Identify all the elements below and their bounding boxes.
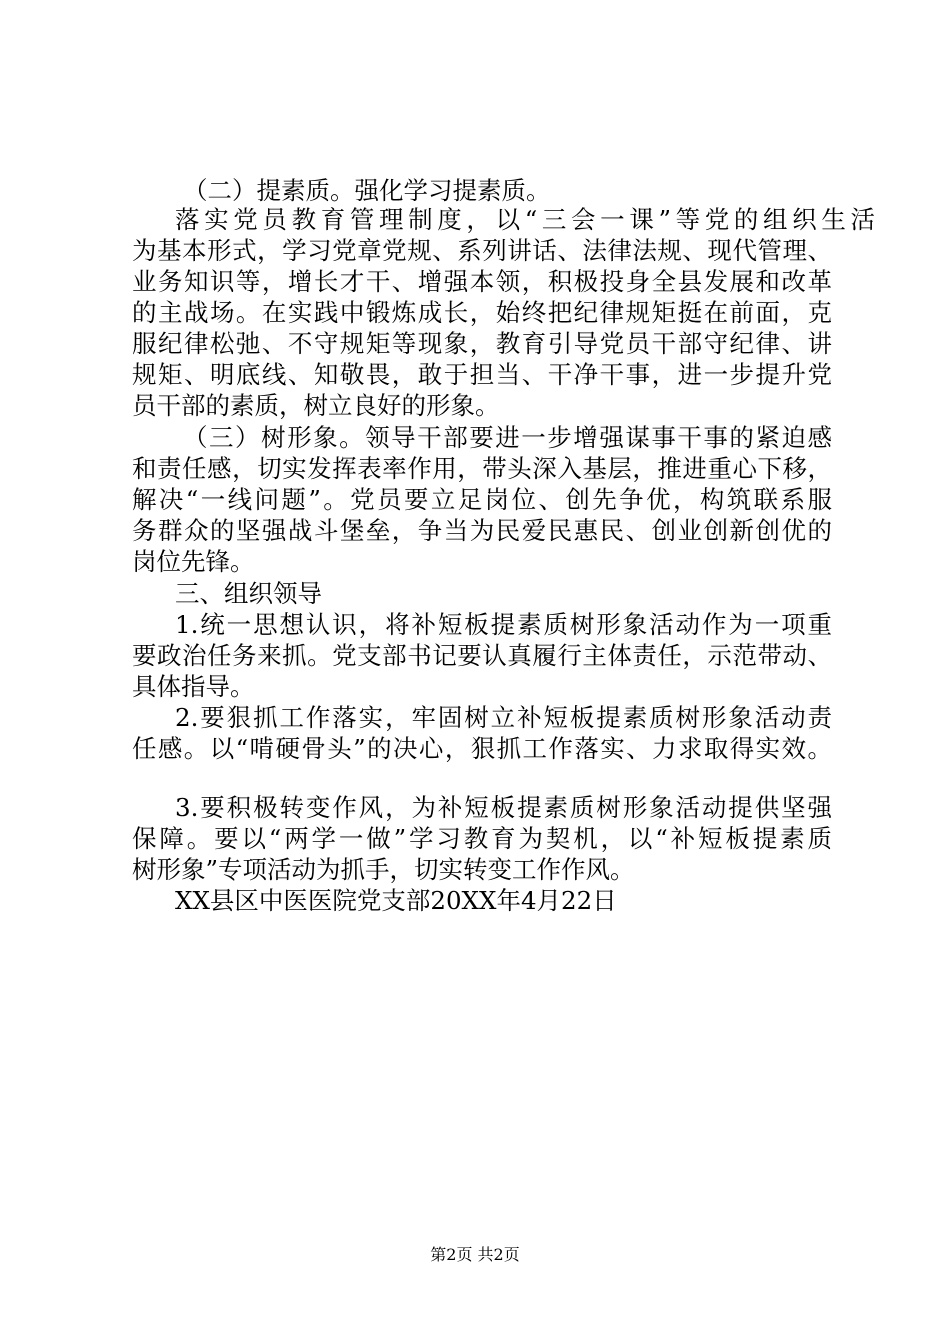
body-paragraph-line: 业务知识等，增长才干、增强本领，积极投身全县发展和改革	[132, 267, 832, 296]
body-paragraph-line: 落实党员教育管理制度，以“三会一课”等党的组织生活	[175, 205, 875, 234]
body-paragraph-line: 员干部的素质，树立良好的形象。	[132, 391, 500, 420]
body-paragraph-line: 和责任感，切实发挥表率作用，带头深入基层，推进重心下移，	[132, 454, 832, 483]
list-item-1: 1.统一思想认识，将补短板提素质树形象活动作为一项重	[175, 610, 832, 639]
section-heading-2: （二）提素质。强化学习提素质。	[183, 176, 551, 205]
body-paragraph-line: 为基本形式，学习党章党规、系列讲话、法律法规、现代管理、	[132, 236, 832, 265]
section-heading-3: （三）树形象。领导干部要进一步增强谋事干事的紧迫感	[183, 423, 832, 452]
section-heading-organization: 三、组织领导	[175, 579, 322, 608]
body-paragraph-line: 务群众的坚强战斗堡垒，争当为民爱民惠民、创业创新创优的	[132, 516, 832, 545]
body-paragraph-line: 的主战场。在实践中锻炼成长，始终把纪律规矩挺在前面，克	[132, 298, 832, 327]
body-paragraph-line: 解决“一线问题”。党员要立足岗位、创先争优，构筑联系服	[132, 485, 832, 514]
list-item-3-line: 树形象”专项活动为抓手，切实转变工作作风。	[132, 855, 635, 884]
signature-date-line: XX县区中医医院党支部20XX年4月22日	[175, 886, 617, 915]
page-number-footer: 第2页 共2页	[430, 1245, 520, 1264]
list-item-2: 2.要狠抓工作落实，牢固树立补短板提素质树形象活动责	[175, 703, 832, 732]
list-item-1-line: 具体指导。	[132, 672, 255, 701]
list-item-2-line: 任感。以“啃硬骨头”的决心，狠抓工作落实、力求取得实效。	[132, 734, 832, 763]
list-item-3: 3.要积极转变作风，为补短板提素质树形象活动提供坚强	[175, 793, 832, 822]
list-item-1-line: 要政治任务来抓。党支部书记要认真履行主体责任，示范带动、	[132, 641, 832, 670]
body-paragraph-line: 岗位先锋。	[132, 547, 255, 576]
body-paragraph-line: 规矩、明底线、知敬畏，敢于担当、干净干事，进一步提升党	[132, 360, 832, 389]
body-paragraph-line: 服纪律松弛、不守规矩等现象，教育引导党员干部守纪律、讲	[132, 329, 832, 358]
list-item-3-line: 保障。要以“两学一做”学习教育为契机，以“补短板提素质	[132, 824, 832, 853]
